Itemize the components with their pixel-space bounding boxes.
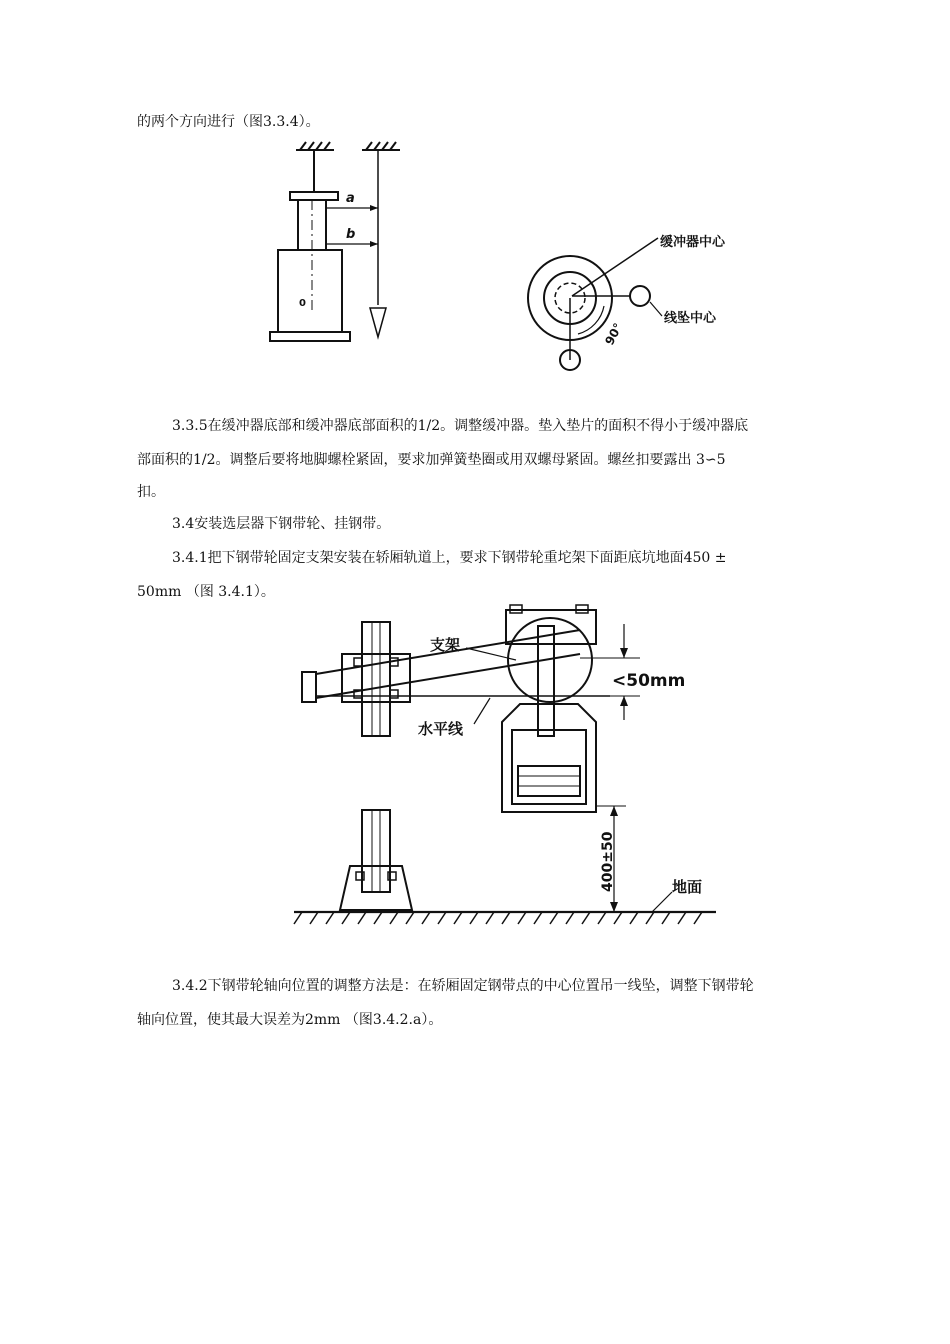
label-buffer-center: 缓冲器中心 <box>660 235 726 250</box>
label-plumb-center: 线坠中心 <box>664 311 717 326</box>
figure-3-4-1 <box>280 600 740 930</box>
label-b: b <box>346 227 356 242</box>
label-a: a <box>346 191 355 206</box>
label-horizontal-line: 水平线 <box>418 720 464 738</box>
label-ground: 地面 <box>672 878 703 896</box>
text-line-335-1: 3.3.5在缓冲器底部和缓冲器底部面积的1/2。调整缓冲器。垫入垫片的面积不得小于缓冲器底 <box>172 418 749 434</box>
label-zero: 0 <box>299 298 306 309</box>
label-clearance: <50mm <box>612 671 686 691</box>
text-line-341-2: 50mm （图 3.4.1）。 <box>137 584 275 600</box>
text-line-335-3: 扣。 <box>137 484 165 500</box>
label-angle: 90° <box>602 320 626 348</box>
label-bracket: 支架 <box>430 636 461 654</box>
figure-3-3-4 <box>260 140 740 380</box>
text-line-335-2: 部面积的1/2。调整后要将地脚螺栓紧固，要求加弹簧垫圈或用双螺母紧固。螺丝扣要露出 3∽5 <box>137 452 726 468</box>
figure-3-3-4-drawing <box>260 140 740 380</box>
text-line-1: 的两个方向进行（图3.3.4）。 <box>137 114 320 130</box>
label-height: 400±50 <box>600 831 616 892</box>
figure-3-4-1-drawing <box>280 600 740 930</box>
text-line-342-2: 轴向位置，使其最大误差为2mm （图3.4.2.a）。 <box>137 1012 443 1028</box>
text-line-34: 3.4安装选层器下钢带轮、挂钢带。 <box>172 516 391 532</box>
text-line-341-1: 3.4.1把下钢带轮固定支架安装在轿厢轨道上，要求下钢带轮重坨架下面距底坑地面450 ± <box>172 550 727 566</box>
text-line-342-1: 3.4.2下钢带轮轴向位置的调整方法是：在轿厢固定钢带点的中心位置吊一线坠，调整下钢带轮 <box>172 978 754 994</box>
